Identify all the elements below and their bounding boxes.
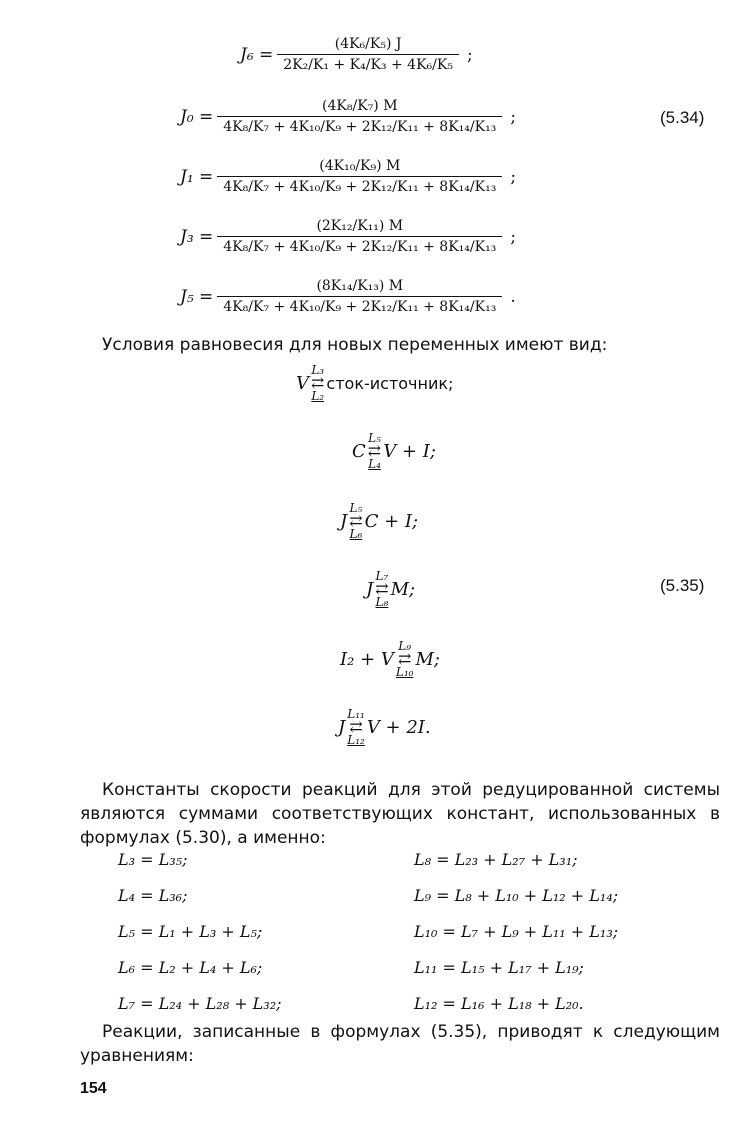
- equation-lhs: J₁ =: [180, 166, 214, 187]
- rate-constant-forward: L₅: [349, 501, 363, 515]
- reaction-right: M;: [390, 578, 416, 600]
- equation-lhs: J₀ =: [180, 106, 214, 127]
- equation-j6: [240, 36, 473, 73]
- reaction-2: [352, 432, 436, 470]
- rate-constant-forward: L₅: [368, 431, 381, 445]
- reaction-right: сток-источник;: [326, 373, 454, 393]
- constant-equation: L₇ = L₂₄ + L₂₈ + L₃₂;: [118, 994, 282, 1013]
- reaction-left: J: [366, 578, 374, 600]
- equation-punct: .: [510, 286, 516, 307]
- reaction-right: V + 2I.: [366, 716, 431, 738]
- constant-equation: L₁₁ = L₁₅ + L₁₇ + L₁₉;: [414, 958, 584, 977]
- equilibrium-arrow-icon: ⇄: [397, 649, 412, 668]
- reaction-4: [366, 570, 415, 608]
- equation-j3: [180, 218, 516, 255]
- rate-constant-backward: L₄: [368, 457, 381, 471]
- denominator: 4K₈/K₇ + 4K₁₀/K₉ + 2K₁₂/K₁₁ + 8K₁₄/K₁₃: [217, 176, 502, 195]
- equation-lhs: J₃ =: [180, 226, 214, 247]
- rate-constant-forward: L₇: [375, 569, 389, 583]
- equation-number: (5.35): [660, 576, 705, 595]
- constant-equation: L₁₀ = L₇ + L₉ + L₁₁ + L₁₃;: [414, 922, 619, 941]
- equilibrium-arrow-icon: ⇄: [349, 511, 363, 530]
- rate-constant-backward: L₆: [349, 527, 363, 541]
- rate-constant-backward: L₂: [311, 389, 325, 403]
- fraction: [277, 36, 459, 73]
- rate-constant-forward: L₃: [311, 363, 325, 377]
- reaction-right: V + I;: [383, 440, 436, 462]
- fraction: [217, 218, 502, 255]
- reversible-arrow: [375, 570, 388, 608]
- equation-punct: ;: [466, 44, 473, 65]
- constant-equation: L₁₂ = L₁₆ + L₁₈ + L₂₀.: [414, 994, 584, 1013]
- equation-j1: [180, 158, 516, 195]
- fraction: [217, 158, 502, 195]
- constant-equation: L₄ = L₃₆;: [118, 886, 188, 905]
- fraction: [217, 98, 502, 135]
- numerator: (8K₁₄/K₁₃) M: [316, 278, 404, 294]
- rate-constant-backward: L₈: [375, 595, 389, 609]
- paragraph-constants: Константы скорости реакций для этой редуцированной системы являются суммами соответствующих констант, использованных в формулах (5.30), а именно:: [80, 780, 720, 848]
- reversible-arrow: [396, 640, 414, 678]
- numerator: (4K₁₀/K₉) M: [319, 158, 401, 174]
- reversible-arrow: [349, 502, 362, 540]
- equilibrium-arrow-icon: ⇄: [375, 579, 389, 598]
- reaction-left: J: [338, 716, 346, 738]
- rate-constant-backward: L₁₂: [347, 733, 365, 747]
- equilibrium-arrow-icon: ⇄: [311, 373, 325, 392]
- reaction-3: [340, 502, 418, 540]
- equation-punct: ;: [510, 226, 517, 247]
- constant-equation: L₆ = L₂ + L₄ + L₆;: [118, 958, 263, 977]
- constant-equation: L₃ = L₃₅;: [118, 850, 188, 869]
- constant-equation: L₈ = L₂₃ + L₂₇ + L₃₁;: [414, 850, 578, 869]
- reaction-right: C + I;: [364, 510, 419, 532]
- reaction-left: C: [352, 440, 366, 462]
- paragraph-reactions: Реакции, записанные в формулах (5.35), приводят к следующим уравнениям:: [80, 1022, 720, 1066]
- denominator: 2K₂/K₁ + K₄/K₃ + 4K₆/K₅: [277, 54, 459, 73]
- rate-constant-backward: L₁₀: [395, 665, 414, 679]
- equation-punct: ;: [510, 166, 517, 187]
- reversible-arrow: [368, 432, 381, 470]
- page-number: 154: [80, 1080, 107, 1097]
- paragraph-conditions: Условия равновесия для новых переменных имеют вид:: [102, 335, 608, 355]
- denominator: 4K₈/K₇ + 4K₁₀/K₉ + 2K₁₂/K₁₁ + 8K₁₄/K₁₃: [217, 236, 502, 255]
- reaction-5: [340, 640, 440, 678]
- denominator: 4K₈/K₇ + 4K₁₀/K₉ + 2K₁₂/K₁₁ + 8K₁₄/K₁₃: [217, 116, 502, 135]
- equation-number: (5.34): [660, 108, 705, 127]
- reaction-1: [296, 364, 453, 402]
- reversible-arrow: [311, 364, 324, 402]
- numerator: (4K₈/K₇) M: [322, 98, 398, 114]
- fraction: [217, 278, 502, 315]
- reaction-left: I₂ + V: [340, 648, 394, 670]
- constants-list-right: [414, 842, 618, 1022]
- equation-lhs: J₅ =: [180, 286, 214, 307]
- reversible-arrow: [347, 708, 365, 746]
- equilibrium-arrow-icon: ⇄: [367, 441, 382, 460]
- equation-punct: ;: [510, 106, 517, 127]
- denominator: 4K₈/K₇ + 4K₁₀/K₉ + 2K₁₂/K₁₁ + 8K₁₄/K₁₃: [217, 296, 502, 315]
- constant-equation: L₅ = L₁ + L₃ + L₅;: [118, 922, 263, 941]
- reaction-6: [338, 708, 431, 746]
- constants-list-left: [118, 842, 282, 1022]
- equation-lhs: J₆ =: [240, 44, 274, 65]
- equilibrium-arrow-icon: ⇄: [349, 717, 363, 736]
- numerator: (4K₆/K₅) J: [334, 36, 402, 52]
- reaction-right: M;: [415, 648, 440, 670]
- rate-constant-forward: L₉: [398, 639, 412, 653]
- constant-equation: L₉ = L₈ + L₁₀ + L₁₂ + L₁₄;: [414, 886, 619, 905]
- equation-j5: [180, 278, 516, 315]
- reaction-left: J: [340, 510, 348, 532]
- reaction-left: V: [296, 372, 309, 394]
- rate-constant-forward: L₁₁: [347, 707, 365, 721]
- equation-j0: [180, 98, 516, 135]
- numerator: (2K₁₂/K₁₁) M: [316, 218, 404, 234]
